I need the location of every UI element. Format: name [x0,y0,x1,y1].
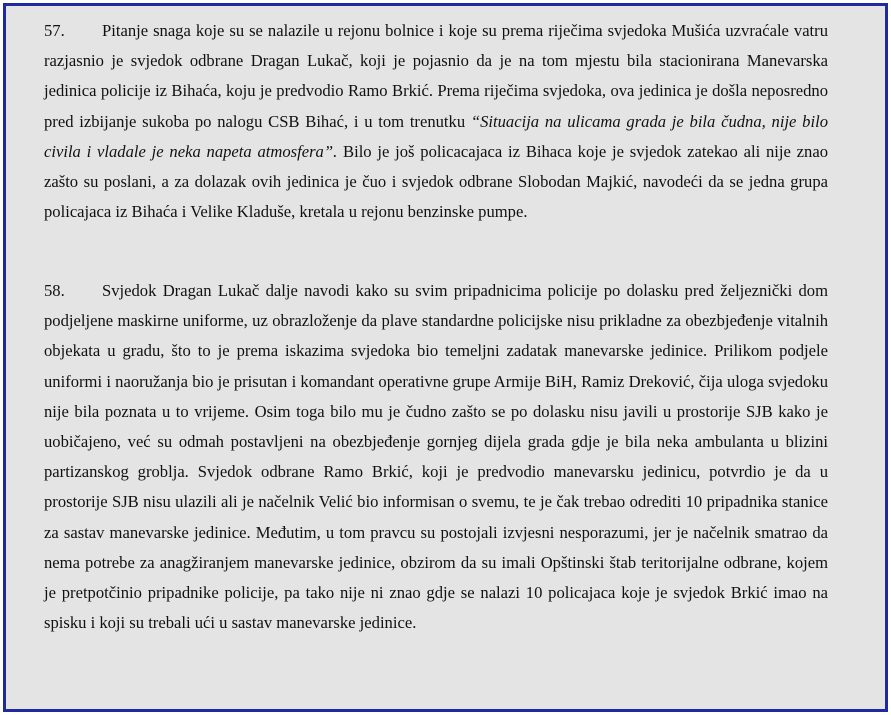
paragraph-number: 57. [44,21,65,40]
paragraph-number: 58. [44,281,65,300]
paragraph-text-continued: Bilo je još policacajaca iz Bihaca koje je svjedok zatekao ali nije znao zašto su poslani, a za dolazak ovih jedinica je čuo i svjedok odbrane Slobodan Majkić, navodeći da se jedna grupa policajaca iz Bihaća i Velike Kladuše, kretala u rejonu benzinske pumpe. [44,141,828,222]
document-frame [3,3,888,712]
paragraph-58 [44,276,828,638]
paragraph-57 [44,16,828,227]
paragraph-text: Pitanje snaga koje su se nalazile u rejonu bolnice i koje su prema riječima svjedoka Mušića uzvraćale vatru razjasnio je svjedok odbrane Dragan Lukač, koji je pojasnio da je na tom mjestu bila stacionirana Manevarska jedinica policije iz Bihaća, koju je predvodio Ramo Brkić. Prema riječima svjedoka, ova jedinica je došla neposredno pred izbijanje sukoba po nalogu CSB Bihać, i u tom trenutku [44,21,828,131]
witness-quote: “Situacija na ulicama grada je bila čudna, nije bilo civila i vladale je neka napeta atmosfera”. [44,111,828,161]
paragraph-text: Svjedok Dragan Lukač dalje navodi kako su svim pripadnicima policije po dolasku pred željeznički dom podjeljene maskirne uniforme, uz obrazloženje da plave standardne policijske nisu prikladne za obezbjeđenje vitalnih objekata u gradu, što to je prema iskazima svjedoka bio temeljni zadatak manevarske jedinice. Prilikom podjele uniformi i naoružanja bio je prisutan i komandant operativne grupe Armije BiH, Ramiz Dreković, čija uloga svjedoku nije bila poznata u to vrijeme. Osim toga bilo mu je čudno zašto se po dolasku nisu javili u prostorije SJB kako je uobičajeno, već su odmah postavljeni na obezbjeđenje gornjeg dijela grada gdje je bila neka ambulanta u blizini partizanskog groblja. Svjedok odbrane Ramo Brkić, koji je predvodio manevarsku jedinicu, potvrdio je da u prostorije SJB nisu ulazili ali je načelnik Velić bio informisan o svemu, te je čak trebao odrediti 10 pripadnika stanice za sastav manevarske jedinice. Međutim, u tom pravcu su postojali izvjesni nesporazumi, jer je načelnik smatrao da nema potrebe za anagžiranjem manevarske jedinice, obzirom da su imali Opštinski štab teritorijalne odbrane, kojem je pretpotčinio pripadnike policije, pa tako nije ni znao gdje se nalazi 10 policajaca koje je svjedok Brkić imao na spisku i koji su trebali ući u sastav manevarske jedinice. [44,281,828,633]
